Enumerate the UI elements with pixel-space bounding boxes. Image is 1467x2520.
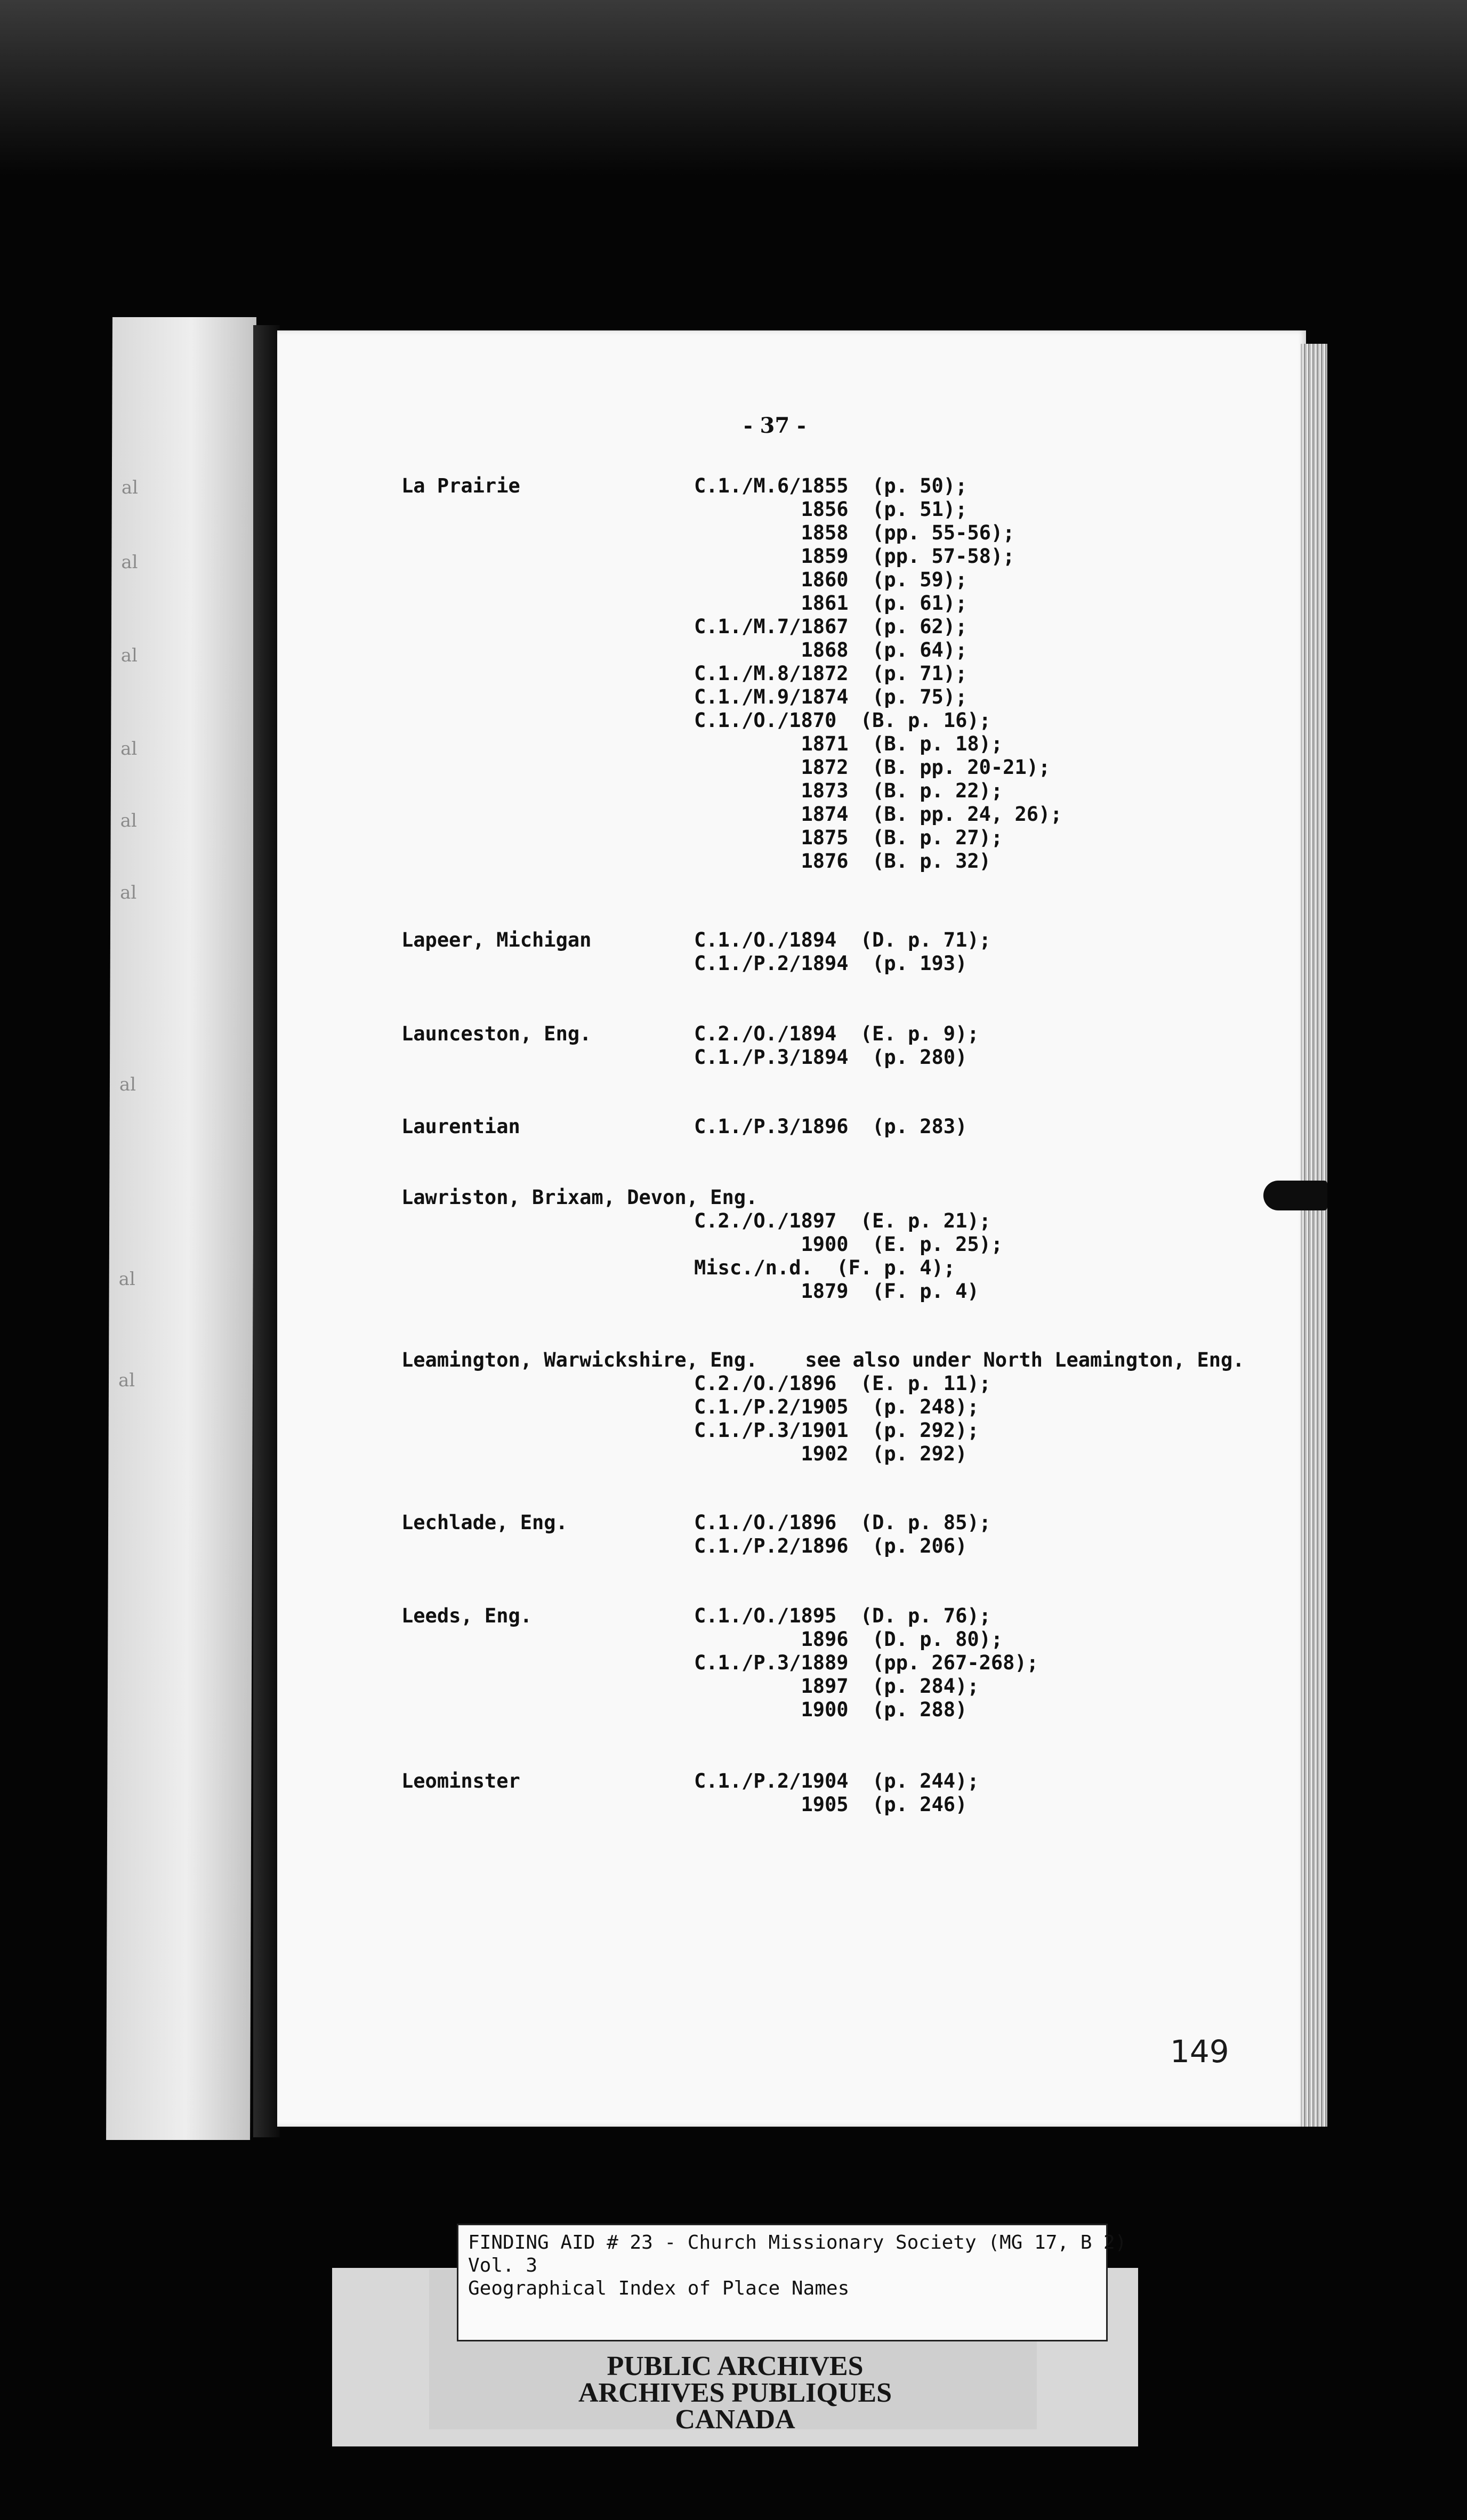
reference-line: C.1./M.9/1874 (p. 75); xyxy=(694,685,968,708)
reference-line: 1879 (F. p. 4) xyxy=(694,1280,979,1303)
finding-aid-volume: Vol. 3 xyxy=(468,2255,538,2276)
reference-line: 1875 (B. p. 27); xyxy=(694,826,1003,849)
reference-line: Misc./n.d. (F. p. 4); xyxy=(694,1256,956,1279)
left-page-edge xyxy=(106,317,256,2140)
reference-line: 1874 (B. pp. 24, 26); xyxy=(694,803,1062,826)
reference-line: C.1./P.2/1904 (p. 244); xyxy=(694,1770,979,1792)
reference-line: C.1./P.3/1896 (p. 283) xyxy=(694,1115,968,1138)
reference-line: 1896 (D. p. 80); xyxy=(694,1628,1003,1651)
reference-line: C.1./O./1896 (D. p. 85); xyxy=(694,1511,991,1534)
reference-line: C.1./O./1894 (D. p. 71); xyxy=(694,928,991,951)
book-gutter xyxy=(253,325,280,2137)
reference-line: 1861 (p. 61); xyxy=(694,592,968,615)
finding-aid-title: FINDING AID # 23 - Church Missionary Society (MG 17, B 2) xyxy=(468,2232,1127,2254)
page-edges xyxy=(1301,344,1327,2127)
margin-mark: al xyxy=(121,477,139,498)
stamp-line-3: CANADA xyxy=(675,2404,795,2435)
finding-aid-subtitle: Geographical Index of Place Names xyxy=(468,2277,850,2299)
reference-line: C.2./O./1894 (E. p. 9); xyxy=(694,1022,979,1045)
margin-mark: al xyxy=(120,645,138,666)
place-name: Leominster xyxy=(401,1770,520,1792)
reference-line: C.1./P.2/1905 (p. 248); xyxy=(694,1395,979,1418)
margin-mark: al xyxy=(120,882,137,903)
place-name: Leamington, Warwickshire, Eng. see also under North Leamington, Eng. xyxy=(401,1348,1245,1371)
place-name: Lapeer, Michigan xyxy=(401,928,592,951)
reference-line: C.1./P.3/1889 (pp. 267-268); xyxy=(694,1651,1039,1674)
reference-line: 1860 (p. 59); xyxy=(694,568,968,591)
reference-line: 1900 (p. 288) xyxy=(694,1698,968,1721)
place-name: Launceston, Eng. xyxy=(401,1022,592,1045)
reference-line: 1872 (B. pp. 20-21); xyxy=(694,756,1051,779)
page-number: - 37 - xyxy=(744,413,806,438)
reference-line: C.1./M.8/1872 (p. 71); xyxy=(694,662,968,685)
reference-line: 1902 (p. 292) xyxy=(694,1442,968,1465)
place-name: Lechlade, Eng. xyxy=(401,1511,568,1534)
reference-line: C.1./P.2/1894 (p. 193) xyxy=(694,952,968,975)
reference-line: 1871 (B. p. 18); xyxy=(694,732,1003,755)
margin-mark: al xyxy=(118,1370,135,1391)
reference-line: 1897 (p. 284); xyxy=(694,1675,979,1698)
reference-line: 1858 (pp. 55-56); xyxy=(694,521,1015,544)
reference-line: C.2./O./1897 (E. p. 21); xyxy=(694,1209,991,1232)
reference-line: C.1./P.2/1896 (p. 206) xyxy=(694,1534,968,1557)
folio-number: 149 xyxy=(1170,2033,1229,2070)
reference-line: C.1./M.7/1867 (p. 62); xyxy=(694,615,968,638)
margin-mark: al xyxy=(119,1074,136,1095)
page-tab xyxy=(1263,1181,1327,1210)
stamp-line-2: ARCHIVES PUBLIQUES xyxy=(578,2378,892,2408)
margin-mark: al xyxy=(120,810,137,831)
reference-line: 1876 (B. p. 32) xyxy=(694,850,991,873)
reference-line: 1905 (p. 246) xyxy=(694,1793,968,1816)
margin-mark: al xyxy=(120,738,138,760)
scan-background xyxy=(0,0,1467,176)
reference-line: 1859 (pp. 57-58); xyxy=(694,545,1015,568)
reference-line: 1873 (B. p. 22); xyxy=(694,779,1003,802)
margin-mark: al xyxy=(121,552,138,573)
reference-line: C.2./O./1896 (E. p. 11); xyxy=(694,1372,991,1395)
finding-aid-label xyxy=(457,2224,1127,2341)
reference-line: 1856 (p. 51); xyxy=(694,498,968,521)
reference-line: C.1./O./1870 (B. p. 16); xyxy=(694,709,991,732)
reference-line: C.1./P.3/1894 (p. 280) xyxy=(694,1046,968,1069)
reference-line: 1900 (E. p. 25); xyxy=(694,1233,1003,1256)
place-name: Leeds, Eng. xyxy=(401,1604,533,1627)
reference-line: 1868 (p. 64); xyxy=(694,639,968,661)
stamp-line-1: PUBLIC ARCHIVES xyxy=(607,2351,864,2381)
reference-line: C.1./P.3/1901 (p. 292); xyxy=(694,1419,979,1442)
place-name: Lawriston, Brixam, Devon, Eng. xyxy=(401,1186,758,1209)
reference-line: C.1./M.6/1855 (p. 50); xyxy=(694,474,968,497)
place-name: La Prairie xyxy=(401,474,520,497)
reference-line: C.1./O./1895 (D. p. 76); xyxy=(694,1604,991,1627)
margin-mark: al xyxy=(118,1269,135,1290)
place-name: Laurentian xyxy=(401,1115,520,1138)
